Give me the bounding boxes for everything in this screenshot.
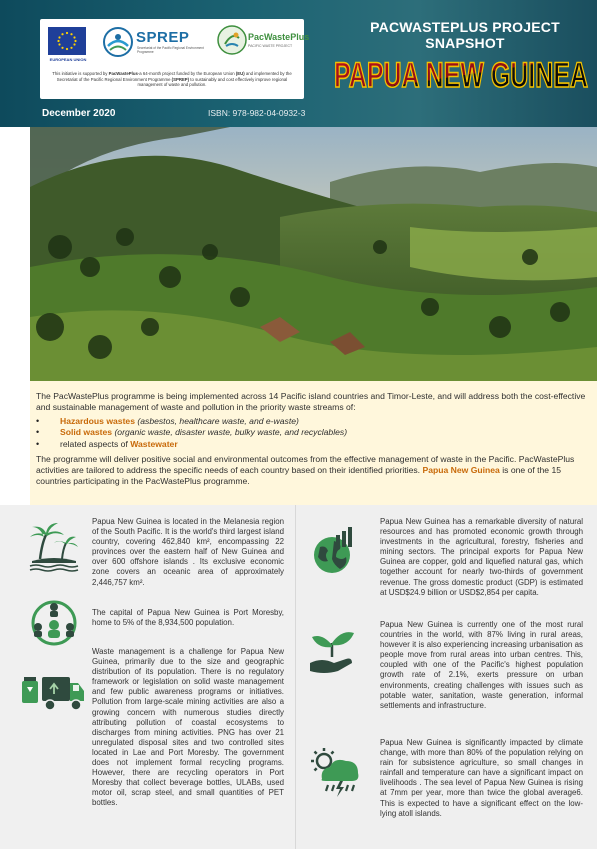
- bullet: •: [36, 427, 40, 438]
- list-item-head: Wastewater: [130, 439, 178, 449]
- intro-paragraph-1: The PacWastePlus programme is being implemented across 14 Pacific island countries and Timor-Leste, and will address both the cost-effective and sustainable management of waste and pollution in the priority waste streams of:: [36, 391, 586, 413]
- waste-management-paragraph: Waste management is a challenge for Papua New Guinea, primarily due to the size and geographic distribution of its population. There is no regulatory framework or legislation on solid waste management and few public awareness programs or initiatives. Pollution from large-scale mining activities are also a growing concern with numerous studies directly attributing pollution of coastal ecosystems to discharges from mining activities. PNG has over 21 unregulated disposal sites and two controlled sites located in Lae and Port Moresby. The government does not implement formal recycling programs. However, there are recycling operators in Port Moresby that collect beverage bottles, ULABs, used motor oil, scrap steel, and small quantities of PET bottles.: [92, 647, 284, 808]
- landscape-photo: [30, 127, 597, 381]
- isbn: ISBN: 978-982-04-0932-3: [208, 108, 306, 118]
- pacwasteplus-subtitle: PACIFIC WASTE PROJECT: [248, 44, 293, 48]
- list-item-head: Solid wastes: [60, 427, 113, 438]
- initiative-sprep: (SPREP): [171, 76, 190, 82]
- sprep-subtitle: Secretariat of the Pacific Regional Environment Programme: [137, 46, 204, 54]
- intro-text-a: The programme will deliver positive social and environmental outcomes from the effective management of waste in the Pacific. PacWastePlus activities are tailored to address the specific needs of each country based on their identified priorities.: [36, 453, 575, 475]
- pacwasteplus-logo-icon: [216, 24, 248, 56]
- snapshot-title: PACWASTEPLUS PROJECT SNAPSHOT: [370, 19, 560, 51]
- hand-plant-icon: [308, 629, 358, 677]
- initiative-text-3: and implemented by the Secretariat of the Pacific Regional Environment Programme: [56, 71, 292, 82]
- sprep-name: SPREP: [136, 29, 190, 46]
- waste-truck-icon: [20, 667, 86, 715]
- list-item: [36, 416, 587, 428]
- partner-logos-box: [40, 19, 310, 99]
- list-item-prefix: related aspects of: [60, 439, 131, 449]
- country-title: [330, 43, 592, 101]
- intro-panel: [30, 381, 597, 505]
- island-icon: [28, 521, 80, 573]
- sprep-logo-icon: [100, 26, 136, 58]
- list-item: [36, 427, 587, 439]
- initiative-text-4: to sustainably and cost effectively improve regional management of waste and pollution.: [137, 76, 288, 88]
- intro-paragraph-2: [36, 454, 587, 488]
- publication-date: December 2020: [42, 108, 116, 119]
- list-item-detail: (asbestos, healthcare waste, and e-waste): [135, 415, 299, 426]
- eu-flag-icon: [48, 27, 86, 55]
- economy-globe-icon: [310, 525, 358, 577]
- left-column: [0, 505, 296, 849]
- eu-caption: EUROPEAN UNION: [49, 57, 87, 62]
- list-item-detail: (organic waste, disaster waste, bulky waste, and recyclables): [112, 427, 348, 438]
- initiative-text-1: This initiative is supported by: [52, 71, 109, 76]
- header-banner: [0, 0, 597, 127]
- intro-country: Papua New Guinea: [422, 465, 500, 475]
- initiative-statement: [46, 71, 298, 88]
- initiative-eu: (EU): [235, 71, 245, 76]
- rural-paragraph: Papua New Guinea is currently one of the most rural countries in the world, with 87% living in rural areas, however it is also experiencing increasing urbanisation as people move from rural areas into urban centres. This, coupled with one of the Pacific's highest population growth rate of 2.1%, exerts pressure on urban environments, creating challenges with issues such as potable water, sanitation, waste generation, informal settlements and infrastructure.: [380, 620, 583, 710]
- climate-paragraph: Papua New Guinea is significantly impacted by climate change, with more than 80% of the population relying on rain for subsistence agriculture, so small changes in rainfall and temperature can have a significant impact on livelihoods . The sea level of Papua New Guinea is rising at 7mm per year, more than twice the global average6. This is expected to have a significant effect on the low-lying atoll islands.: [380, 738, 583, 818]
- bullet: •: [36, 439, 40, 449]
- population-icon: [28, 597, 80, 649]
- right-column: [296, 505, 597, 849]
- bullet: •: [36, 415, 40, 426]
- location-paragraph: Papua New Guinea is located in the Melanesia region of the South Pacific. It is the world's third largest island country, covering 462,840 km², encompassing 22 provinces over the eastern half of New Guinea and over 600 offshore islands . Its exclusive economic zone covers an oceanic area of approximately 2,446,757 km².: [92, 517, 284, 587]
- capital-paragraph: The capital of Papua New Guinea is Port Moresby, home to 5% of the 8,934,500 population.: [92, 608, 284, 628]
- list-item-head: Hazardous wastes: [60, 415, 135, 426]
- intro-text-b: is one of the 15 countries participating in the PacWastePlus programme.: [36, 465, 561, 487]
- list-item: [36, 439, 587, 451]
- pacwasteplus-name: PacWastePlus: [248, 32, 310, 42]
- country-title-text: PAPUA NEW GUINEA: [334, 56, 588, 95]
- economy-paragraph: Papua New Guinea has a remarkable diversity of natural resources and has promoted economic growth through investments in the agricultural, forestry, fisheries and mining sectors. The principal exports for Papua New Guinea are copper, gold and liquefied natural gas, which together account for nearly two-thirds of government revenue. The gross domestic product (GDP) is estimated at USD$24.9 billion or USD$2,854 per capita.: [380, 517, 583, 597]
- priority-waste-list: [36, 416, 587, 451]
- initiative-pwp: PacWastePlus: [108, 71, 138, 76]
- climate-icon: [308, 747, 362, 799]
- initiative-text-2: -a 64-month project funded by the European Union: [137, 71, 236, 76]
